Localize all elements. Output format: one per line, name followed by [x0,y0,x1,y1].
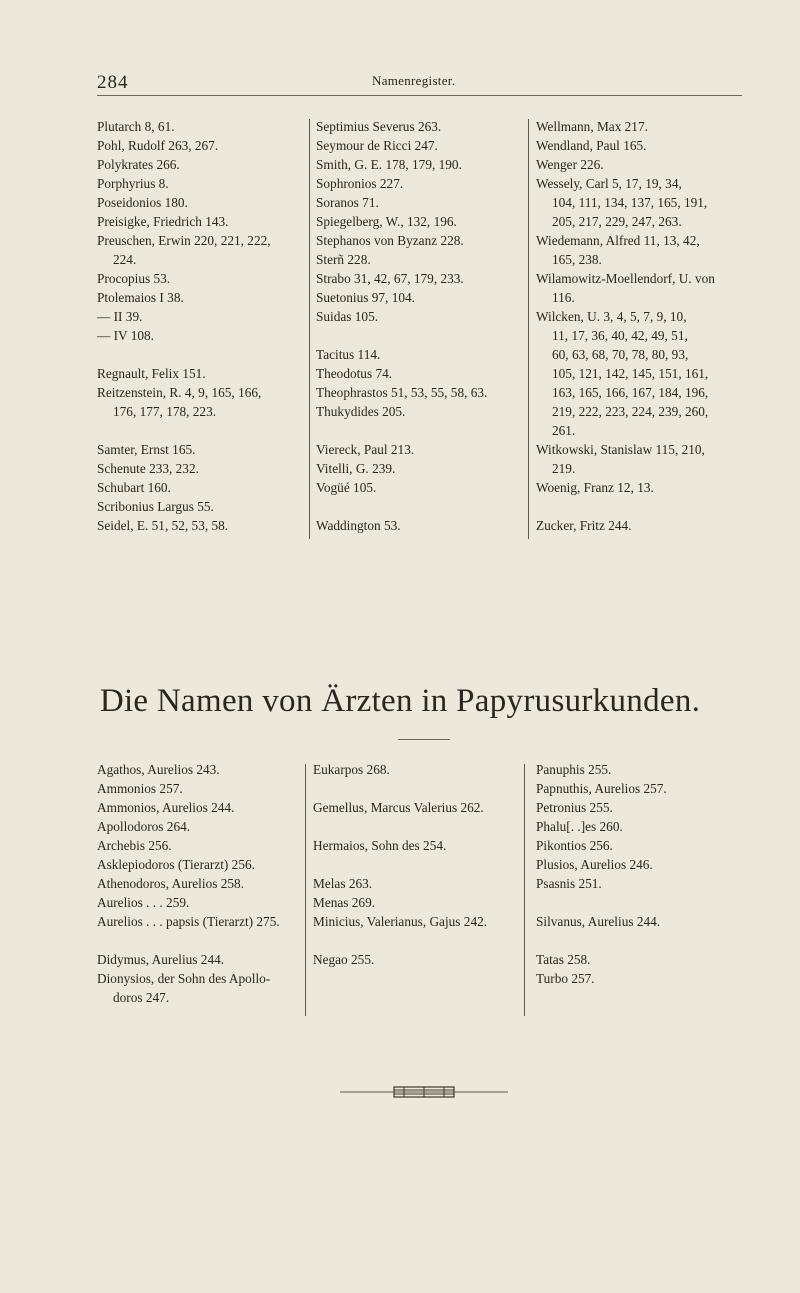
index-entry [316,155,526,174]
column-divider [305,764,306,1016]
entry-text: Wenger 226. [536,157,604,172]
entry-text: Wiedemann, Alfred 11, 13, 42, [536,233,700,248]
index-entry [97,193,307,212]
entry-text: Strabo 31, 42, 67, 179, 233. [316,271,464,286]
index-entry [316,269,526,288]
index-entry [97,912,307,931]
index-entry [316,117,526,136]
entry-text: Seymour de Ricci 247. [316,138,438,153]
index-column-1 [97,117,307,535]
index-entry [313,893,525,912]
entry-text: Didymus, Aurelius 244. [97,952,225,967]
index-entry [97,855,307,874]
index-entry [536,117,746,136]
physician-column-1 [97,760,307,1007]
index-entry [316,364,526,383]
entry-text: Vogüé 105. [316,480,377,495]
index-entry [316,136,526,155]
index-entry [97,836,307,855]
index-entry [536,798,746,817]
entry-gap [313,817,525,836]
entry-text: Wellmann, Max 217. [536,119,648,134]
entry-text: Sterñ 228. [316,252,371,267]
physician-column-3 [536,760,746,988]
index-entry [97,307,307,326]
index-entry [97,459,307,478]
index-entry [536,269,746,307]
index-entry [536,969,746,988]
index-entry [313,836,525,855]
index-entry [536,440,746,478]
entry-text: Sophronios 227. [316,176,404,191]
entry-text: Wilcken, U. 3, 4, 5, 7, 9, 10, [536,309,687,324]
index-entry [536,855,746,874]
entry-text: Ptolemaios I 38. [97,290,184,305]
index-entry [316,402,526,421]
index-entry [536,307,746,440]
index-entry [313,798,525,817]
entry-text: Agathos, Aurelios 243. [97,762,220,777]
index-entry [316,174,526,193]
entry-text: Papnuthis, Aurelios 257. [536,781,667,796]
index-entry [97,155,307,174]
index-entry [316,193,526,212]
entry-text: Septimius Severus 263. [316,119,442,134]
entry-continuation: 176, 177, 178, 223. [113,404,217,419]
index-entry [97,117,307,136]
entry-text: — IV 108. [97,328,155,343]
index-entry [313,760,525,779]
entry-text: Preuschen, Erwin 220, 221, 222, [97,233,271,248]
entry-text: Eukarpos 268. [313,762,390,777]
index-entry [536,136,746,155]
index-entry [97,969,307,1007]
entry-text: Pohl, Rudolf 263, 267. [97,138,219,153]
index-entry [316,231,526,250]
index-entry [97,874,307,893]
index-entry [316,345,526,364]
index-entry [97,798,307,817]
index-entry [97,440,307,459]
entry-gap [97,931,307,950]
entry-text: Soranos 71. [316,195,379,210]
entry-gap [97,421,307,440]
entry-text: Spiegelberg, W., 132, 196. [316,214,457,229]
index-entry [316,288,526,307]
entry-gap [536,893,746,912]
entry-text: Schubart 160. [97,480,171,495]
entry-text: Phalu[. .]es 260. [536,819,623,834]
entry-text: Wendland, Paul 165. [536,138,647,153]
entry-text: Thukydides 205. [316,404,406,419]
index-entry [536,231,746,269]
index-entry [536,760,746,779]
index-entry [97,288,307,307]
index-entry [97,326,307,345]
entry-text: Asklepiodoros (Tierarzt) 256. [97,857,255,872]
entry-gap [313,779,525,798]
entry-text: Plusios, Aurelios 246. [536,857,653,872]
index-entry [536,155,746,174]
entry-text: Scribonius Largus 55. [97,499,214,514]
entry-text: Aurelios . . . 259. [97,895,190,910]
index-entry [313,874,525,893]
entry-text: Suetonius 97, 104. [316,290,415,305]
index-entry [97,516,307,535]
entry-continuation: 11, 17, 36, 40, 42, 49, 51, 60, 63, 68, 70, 78, 80, 93, 105, 121, 142, 145, 151, 161, 163, 165, 166, 167, 184, 196, 219, 222, 223, 224, 239, 260, 261. [552,328,709,438]
index-entry [316,307,526,326]
index-entry [316,212,526,231]
entry-text: Zucker, Fritz 244. [536,518,632,533]
entry-gap [536,931,746,950]
entry-text: Stephanos von Byzanz 228. [316,233,464,248]
index-entry [97,950,307,969]
header-rule [97,95,742,96]
entry-gap [313,855,525,874]
entry-text: Apollodoros 264. [97,819,191,834]
entry-text: Hermaios, Sohn des 254. [313,838,447,853]
entry-text: Suidas 105. [316,309,379,324]
entry-text: Ammonios, Aurelios 244. [97,800,235,815]
index-entry [536,836,746,855]
entry-text: Petronius 255. [536,800,613,815]
entry-text: Woenig, Franz 12, 13. [536,480,654,495]
index-entry [536,516,746,535]
entry-gap [316,326,526,345]
entry-text: Viereck, Paul 213. [316,442,415,457]
index-column-3 [536,117,746,535]
entry-text: Vitelli, G. 239. [316,461,396,476]
index-entry [316,478,526,497]
entry-text: Gemellus, Marcus Valerius 262. [313,800,484,815]
entry-gap [313,931,525,950]
index-entry [97,212,307,231]
entry-text: Wilamowitz-Moellendorf, U. von [536,271,715,286]
entry-text: Witkowski, Stanislaw 115, 210, [536,442,705,457]
entry-text: Theophrastos 51, 53, 55, 58, 63. [316,385,488,400]
entry-text: Panuphis 255. [536,762,612,777]
entry-text: Dionysios, der Sohn des Apollo- [97,971,271,986]
entry-text: Tacitus 114. [316,347,381,362]
entry-continuation: 104, 111, 134, 137, 165, 191, 205, 217, 229, 247, 263. [552,195,708,229]
index-entry [536,817,746,836]
index-entry [536,912,746,931]
running-title: Namenregister. [372,73,456,88]
entry-gap [97,345,307,364]
index-entry [97,497,307,516]
entry-gap [316,421,526,440]
index-entry [316,383,526,402]
index-entry [97,760,307,779]
section-title: Die Namen von Ärzten in Papyrusurkunden. [99,683,701,719]
entry-text: Athenodoros, Aurelios 258. [97,876,244,891]
entry-text: Seidel, E. 51, 52, 53, 58. [97,518,229,533]
column-divider [524,764,525,1016]
index-entry [313,950,525,969]
entry-text: Archebis 256. [97,838,172,853]
entry-text: Melas 263. [313,876,373,891]
entry-gap [316,497,526,516]
running-head [0,0,800,100]
end-ornament [340,1085,508,1099]
index-entry [536,779,746,798]
index-entry [316,440,526,459]
column-divider [309,119,310,539]
entry-text: Theodotus 74. [316,366,393,381]
entry-text: Negao 255. [313,952,375,967]
index-entry [97,383,307,421]
entry-text: Tatas 258. [536,952,591,967]
entry-text: Pikontios 256. [536,838,613,853]
entry-text: Waddington 53. [316,518,401,533]
entry-text: Poseidonios 180. [97,195,188,210]
entry-text: Menas 269. [313,895,376,910]
entry-text: Reitzenstein, R. 4, 9, 165, 166, [97,385,262,400]
index-entry [536,174,746,231]
entry-text: Plutarch 8, 61. [97,119,175,134]
entry-text: Smith, G. E. 178, 179, 190. [316,157,462,172]
index-entry [313,912,525,931]
entry-text: Schenute 233, 232. [97,461,199,476]
entry-continuation: doros 247. [113,990,170,1005]
index-entry [316,516,526,535]
index-entry [97,478,307,497]
index-entry [97,174,307,193]
index-entry [97,817,307,836]
entry-continuation: 116. [552,290,575,305]
index-entry [97,893,307,912]
entry-text: Regnault, Felix 151. [97,366,206,381]
index-entry [97,779,307,798]
index-entry [97,231,307,269]
index-entry [536,478,746,497]
entry-text: Minicius, Valerianus, Gajus 242. [313,914,488,929]
index-entry [97,136,307,155]
entry-text: — II 39. [97,309,143,324]
column-divider [528,119,529,539]
index-entry [97,269,307,288]
title-rule [398,739,450,740]
index-entry [316,250,526,269]
entry-text: Wessely, Carl 5, 17, 19, 34, [536,176,682,191]
entry-text: Procopius 53. [97,271,171,286]
entry-text: Polykrates 266. [97,157,180,172]
entry-text: Aurelios . . . papsis (Tierarzt) 275. [97,914,280,929]
physician-column-2 [313,760,525,969]
entry-text: Psasnis 251. [536,876,602,891]
index-entry [316,459,526,478]
page-number: 284 [97,72,129,93]
entry-continuation: 165, 238. [552,252,602,267]
entry-text: Ammonios 257. [97,781,183,796]
entry-text: Porphyrius 8. [97,176,169,191]
entry-continuation: 219. [552,461,576,476]
entry-text: Preisigke, Friedrich 143. [97,214,229,229]
index-column-2 [316,117,526,535]
entry-gap [536,497,746,516]
entry-text: Turbo 257. [536,971,595,986]
index-entry [536,874,746,893]
entry-text: Samter, Ernst 165. [97,442,196,457]
entry-text: Silvanus, Aurelius 244. [536,914,661,929]
index-entry [536,950,746,969]
entry-continuation: 224. [113,252,137,267]
index-entry [97,364,307,383]
